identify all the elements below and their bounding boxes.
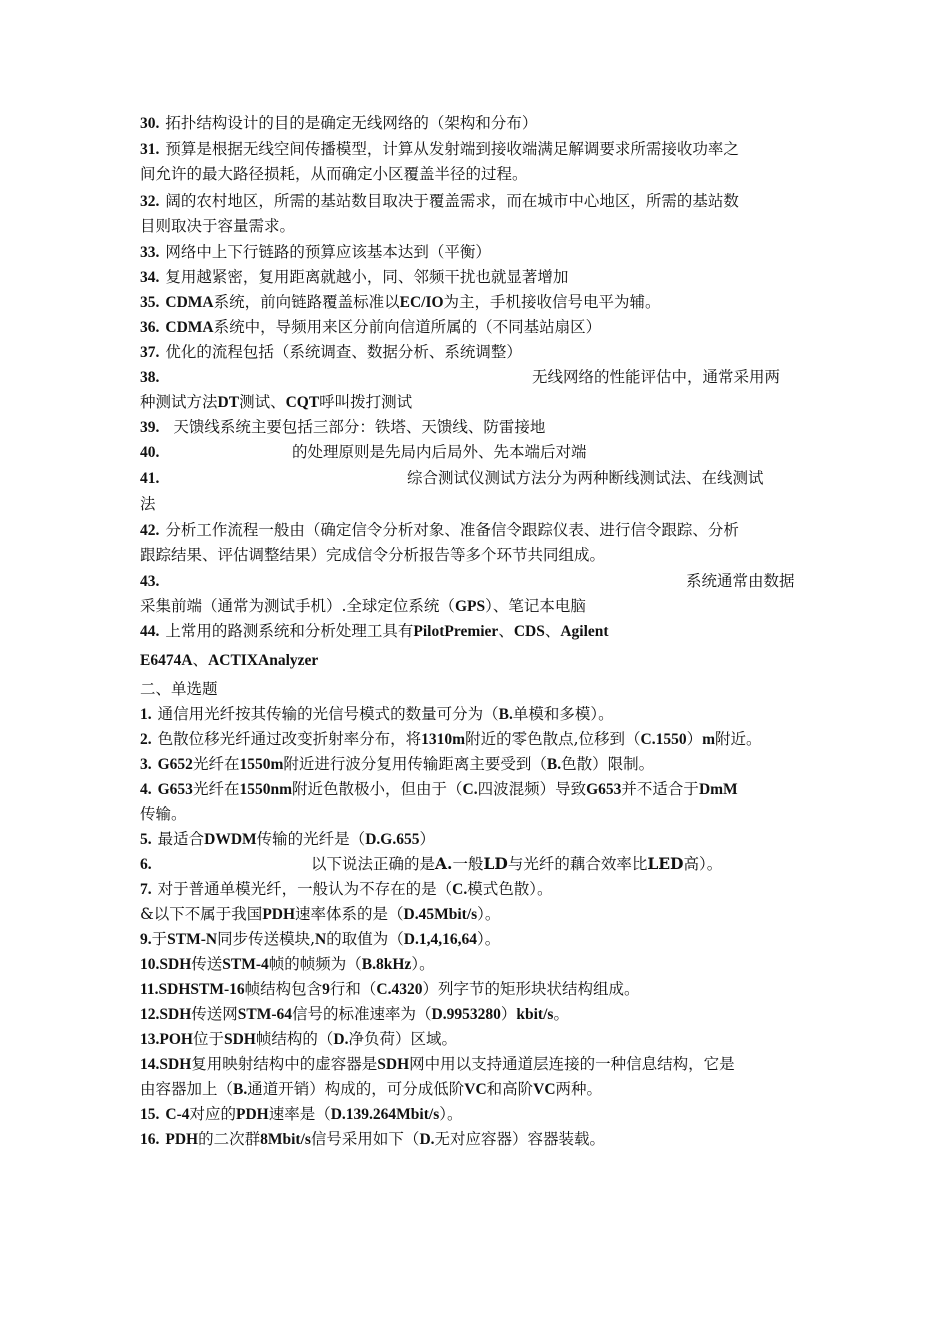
line-q40-right: 的处理原则是先局内后局外、先本端后对端 (292, 443, 587, 461)
line-q31-cont: 间允许的最大路径损耗，从而确定小区覆盖半径的过程。 (140, 165, 528, 183)
line-s13: 13.POH位于SDH帧结构的（D.净负荷）区域。 (140, 1030, 457, 1048)
line-q40: 40. (140, 444, 160, 461)
line-s12: 12.SDH传送网STM-64信号的标准速率为（D.9953280）kbit/s。 (140, 1005, 569, 1023)
line-s7: 7. 对于普通单模光纤，一般认为不存在的是（C.模式色散）。 (140, 880, 553, 898)
line-s4-cont: 传输。 (140, 805, 187, 823)
line-s6: 6. (140, 856, 152, 873)
line-q39: 39. 天馈线系统主要包括三部分：铁塔、天馈线、防雷接地 (140, 418, 546, 436)
line-q37: 37. 优化的流程包括（系统调查、数据分析、系统调整） (140, 343, 522, 361)
line-s14-cont: 由容器加上（B.通道开销）构成的，可分成低阶VC和高阶VC两种。 (140, 1080, 603, 1098)
line-q44: 44. 上常用的路测系统和分析处理工具有PilotPremier、CDS、Agilent (140, 622, 609, 640)
line-q32: 32. 阔的农村地区，所需的基站数目取决于覆盖需求，而在城市中心地区，所需的基站数 (140, 192, 739, 210)
line-s1: 1. 通信用光纤按其传输的光信号模式的数量可分为（B.单模和多模）。 (140, 705, 614, 723)
line-q34: 34. 复用越紧密，复用距离就越小，同、邻频干扰也就显著增加 (140, 268, 569, 286)
line-q43-right: 系统通常由数据 (686, 572, 795, 590)
line-s9: 9.于STM-N同步传送模块,N的取值为（D.1,4,16,64）。 (140, 930, 501, 948)
line-s6-right: 以下说法正确的是A.一般LD与光纤的藕合效率比LED高）。 (311, 854, 723, 873)
line-q38-cont: 种测试方法DT测试、CQT呼叫拨打测试 (140, 393, 413, 411)
line-q44-cont: E6474A、ACTIXAnalyzer (140, 651, 319, 669)
line-q41-right: 综合测试仪测试方法分为两种断线测试法、在线测试 (407, 469, 764, 487)
line-s11: 11.SDHSTM-16帧结构包含9行和（C.4320）列字节的矩形块状结构组成。 (140, 980, 640, 998)
line-q41-cont: 法 (140, 495, 156, 513)
line-s15: 15. C-4对应的PDH速率是（D.139.264Mbit/s）。 (140, 1105, 463, 1123)
line-q36: 36. CDMA系统中，导频用来区分前向信道所属的（不同基站扇区） (140, 318, 602, 336)
line-s2: 2. 色散位移光纤通过改变折射率分布，将1310m附近的零色散点,位移到（C.1550）m附近。 (140, 730, 762, 748)
line-s14: 14.SDH复用映射结构中的虚容器是SDH网中用以支持通道层连接的一种信息结构，它是 (140, 1055, 735, 1073)
line-s5: 5. 最适合DWDM传输的光纤是（D.G.655） (140, 830, 435, 848)
line-q43: 43. (140, 573, 160, 590)
line-s3: 3. G652光纤在1550m附近进行波分复用传输距离主要受到（B.色散）限制。 (140, 755, 655, 773)
line-s16: 16. PDH的二次群8Mbit/s信号采用如下（D.无对应容器）容器装载。 (140, 1130, 606, 1148)
line-s8: &以下不属于我国PDH速率体系的是（D.45Mbit/s）。 (140, 905, 501, 923)
line-q42: 42. 分析工作流程一般由（确定信令分析对象、准备信令跟踪仪表、进行信令跟踪、分析 (140, 521, 739, 539)
line-q30: 30. 拓扑结构设计的目的是确定无线网络的（架构和分布） (140, 114, 538, 132)
line-q38: 38. (140, 369, 160, 386)
line-q35: 35. CDMA系统，前向链路覆盖标准以EC/IO为主，手机接收信号电平为辅。 (140, 293, 661, 311)
line-q32-cont: 目则取决于容量需求。 (140, 217, 296, 235)
line-s4: 4. G653光纤在1550nm附近色散极小，但由于（C.四波混频）导致G653并不适合于DmM (140, 780, 738, 798)
line-q43-cont: 采集前端（通常为测试手机）.全球定位系统（GPS）、笔记本电脑 (140, 597, 586, 615)
line-q42-cont: 跟踪结果、评估调整结果）完成信令分析报告等多个环节共同组成。 (140, 546, 606, 564)
line-q33: 33. 网络中上下行链路的预算应该基本达到（平衡） (140, 243, 491, 261)
line-q38-right: 无线网络的性能评估中，通常采用两 (532, 368, 781, 386)
line-s10: 10.SDH传送STM-4帧的帧频为（B.8kHz）。 (140, 955, 435, 973)
line-q41: 41. (140, 470, 160, 487)
section-heading: 二、单选题 (140, 680, 218, 698)
line-q31: 31. 预算是根据无线空间传播模型，计算从发射端到接收端满足解调要求所需接收功率之 (140, 140, 739, 158)
